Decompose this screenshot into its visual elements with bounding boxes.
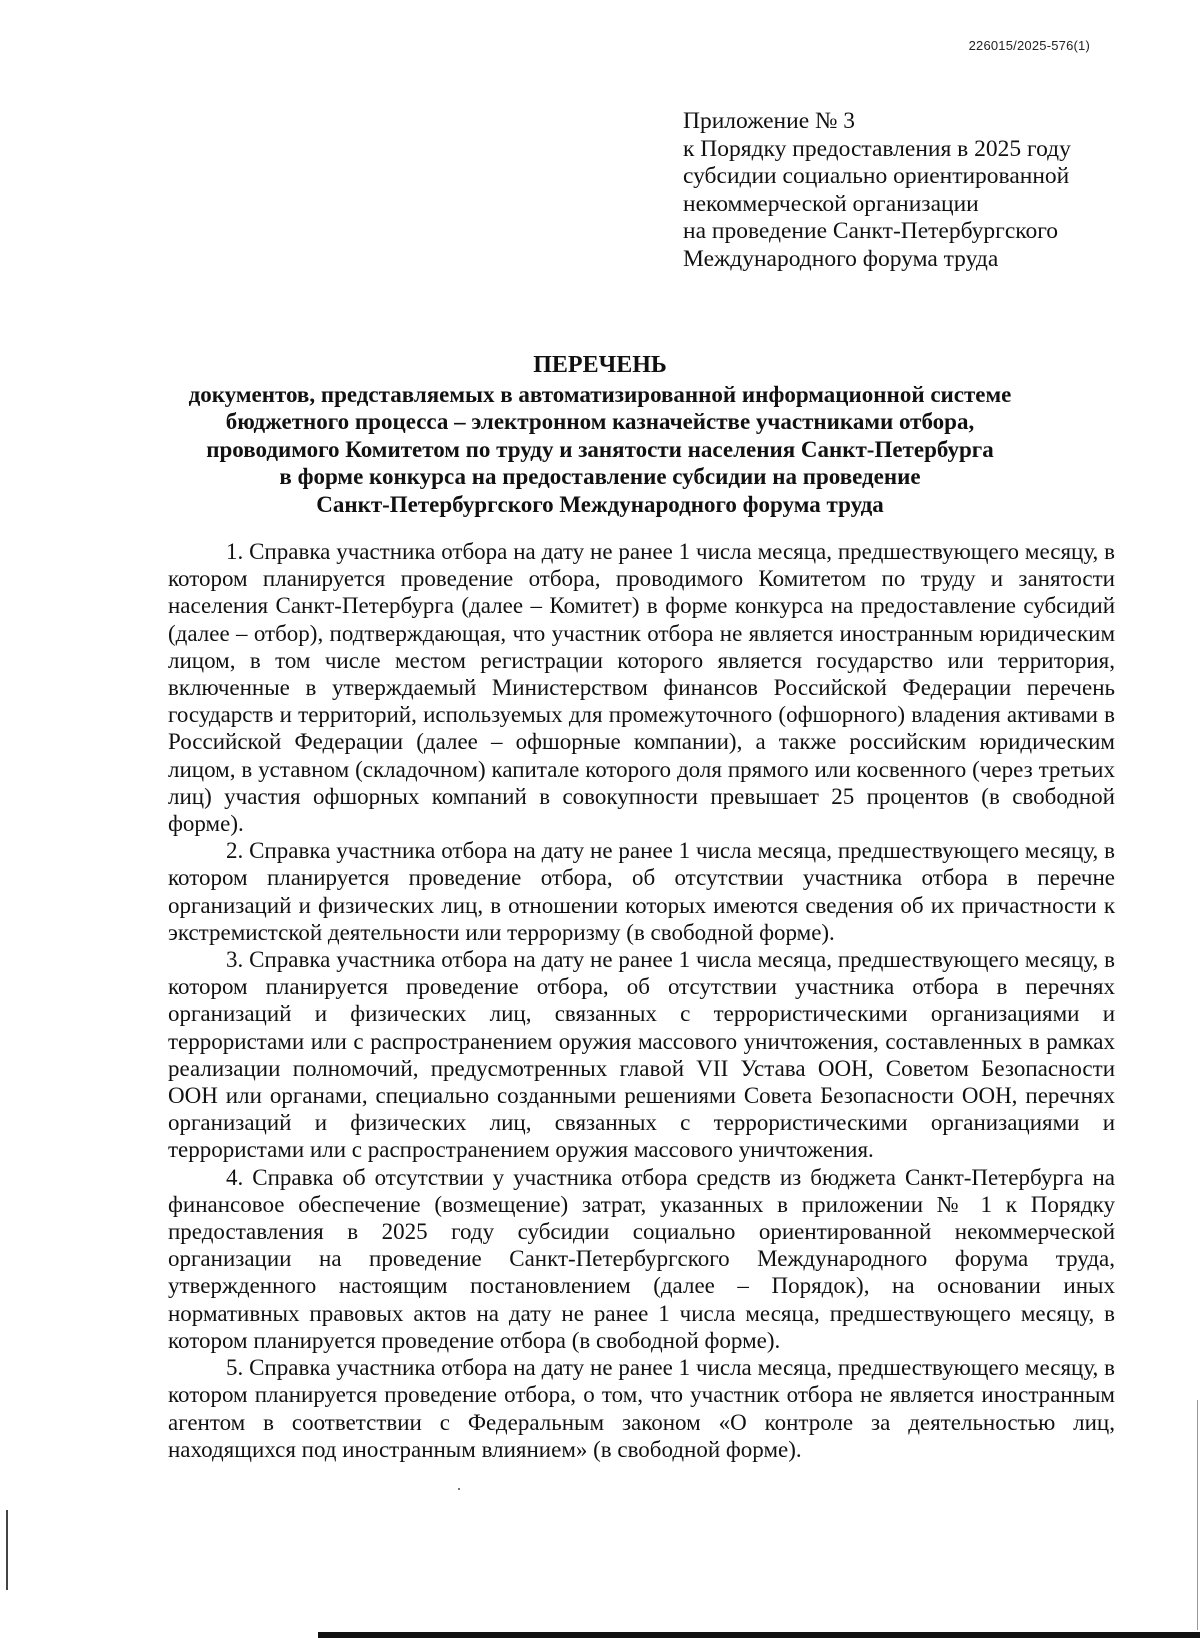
title-main: ПЕРЕЧЕНЬ — [533, 352, 667, 378]
title-line: бюджетного процесса – электронном казначействе участниками отбора, — [225, 409, 975, 434]
title-line: проводимого Комитетом по труду и занятости населения Санкт-Петербурга — [206, 436, 994, 462]
scan-speck — [458, 1488, 460, 1490]
title-line: документов, представляемых в автоматизированной информационной системе — [188, 381, 1012, 407]
document-title — [150, 352, 1050, 518]
appendix-line: субсидии социально ориентированной — [683, 163, 1070, 189]
appendix-line: к Порядку предоставления в 2025 году — [683, 135, 1071, 162]
list-item-2: 2. Справка участника отбора на дату не ранее 1 числа месяца, предшествующего месяцу, в котором планируется проведение отбора, об отсутствии участника отбора в перечне организаций и физических лиц, в отношении которых имеются сведения об их причастности к экстремистской деятельности или терроризму (в свободной форме). — [168, 838, 1115, 945]
appendix-line: Международного форума труда — [683, 245, 999, 272]
appendix-line: на проведение Санкт-Петербургского — [683, 218, 1059, 244]
list-item-1: 1. Справка участника отбора на дату не ранее 1 числа месяца, предшествующего месяцу, в котором планируется проведение отбора, проводимого Комитетом по труду и занятости населения Санкт-Петербурга (далее – Комитет) в форме конкурса на предоставление субсидий (далее – отбор), подтверждающая, что участник отбора не является иностранным юридическим лицом, в том числе местом регистрации которого является государство или территория, включенные в утверждаемый Министерством финансов Российской Федерации перечень государств и территорий, используемых для промежуточного (офшорного) владения активами в Российской Федерации (далее – офшорные компании), а также российским юридическим лицом, в уставном (складочном) капитале которого доля прямого или косвенного (через третьих лиц) участия офшорных компаний в совокупности превышает 25 процентов (в свободной форме). — [168, 539, 1115, 837]
document-body — [168, 538, 1115, 1463]
scan-bottom-bar — [318, 1632, 1200, 1638]
scan-edge-mark-right — [1197, 1400, 1198, 1630]
title-line: Санкт-Петербургского Международного форума труда — [316, 491, 884, 517]
list-item-4: 4. Справка об отсутствии у участника отбора средств из бюджета Санкт-Петербурга на финансовое обеспечение (возмещение) затрат, указанных в приложении № 1 к Порядку предоставления в 2025 году субсидии социально ориентированной некоммерческой организации на проведение Санкт-Петербургского Международного форума труда, утвержденного настоящим постановлением (далее – Порядок), на основании иных нормативных правовых актов на дату не ранее 1 числа месяца, предшествующего месяцу, в котором планируется проведение отбора (в свободной форме). — [168, 1164, 1115, 1353]
title-line: в форме конкурса на предоставление субсидии на проведение — [279, 464, 921, 489]
appendix-header — [683, 108, 1143, 273]
list-item-5: 5. Справка участника отбора на дату не ранее 1 числа месяца, предшествующего месяцу, в котором планируется проведение отбора, о том, что участник отбора не является иностранным агентом в соответствии с Федеральным законом «О контроле за деятельностью лиц, находящихся под иностранным влиянием» (в свободной форме). — [168, 1355, 1115, 1462]
scan-edge-mark-left — [6, 1510, 8, 1590]
list-item-3: 3. Справка участника отбора на дату не ранее 1 числа месяца, предшествующего месяцу, в котором планируется проведение отбора, об отсутствии участника отбора в перечнях организаций и физических лиц, связанных с террористическими организациями и террористами или с распространением оружия массового уничтожения, составленных в рамках реализации полномочий, предусмотренных главой VII Устава ООН, Советом Безопасности ООН или органами, специально созданными решениями Совета Безопасности ООН, перечнях организаций и физических лиц, связанных с террористическими организациями и террористами или с распространением оружия массового уничтожения. — [168, 947, 1115, 1163]
appendix-line: Приложение № 3 — [683, 108, 856, 134]
document-code: 226015/2025-576(1) — [968, 38, 1090, 53]
appendix-line: некоммерческой организации — [683, 190, 979, 217]
